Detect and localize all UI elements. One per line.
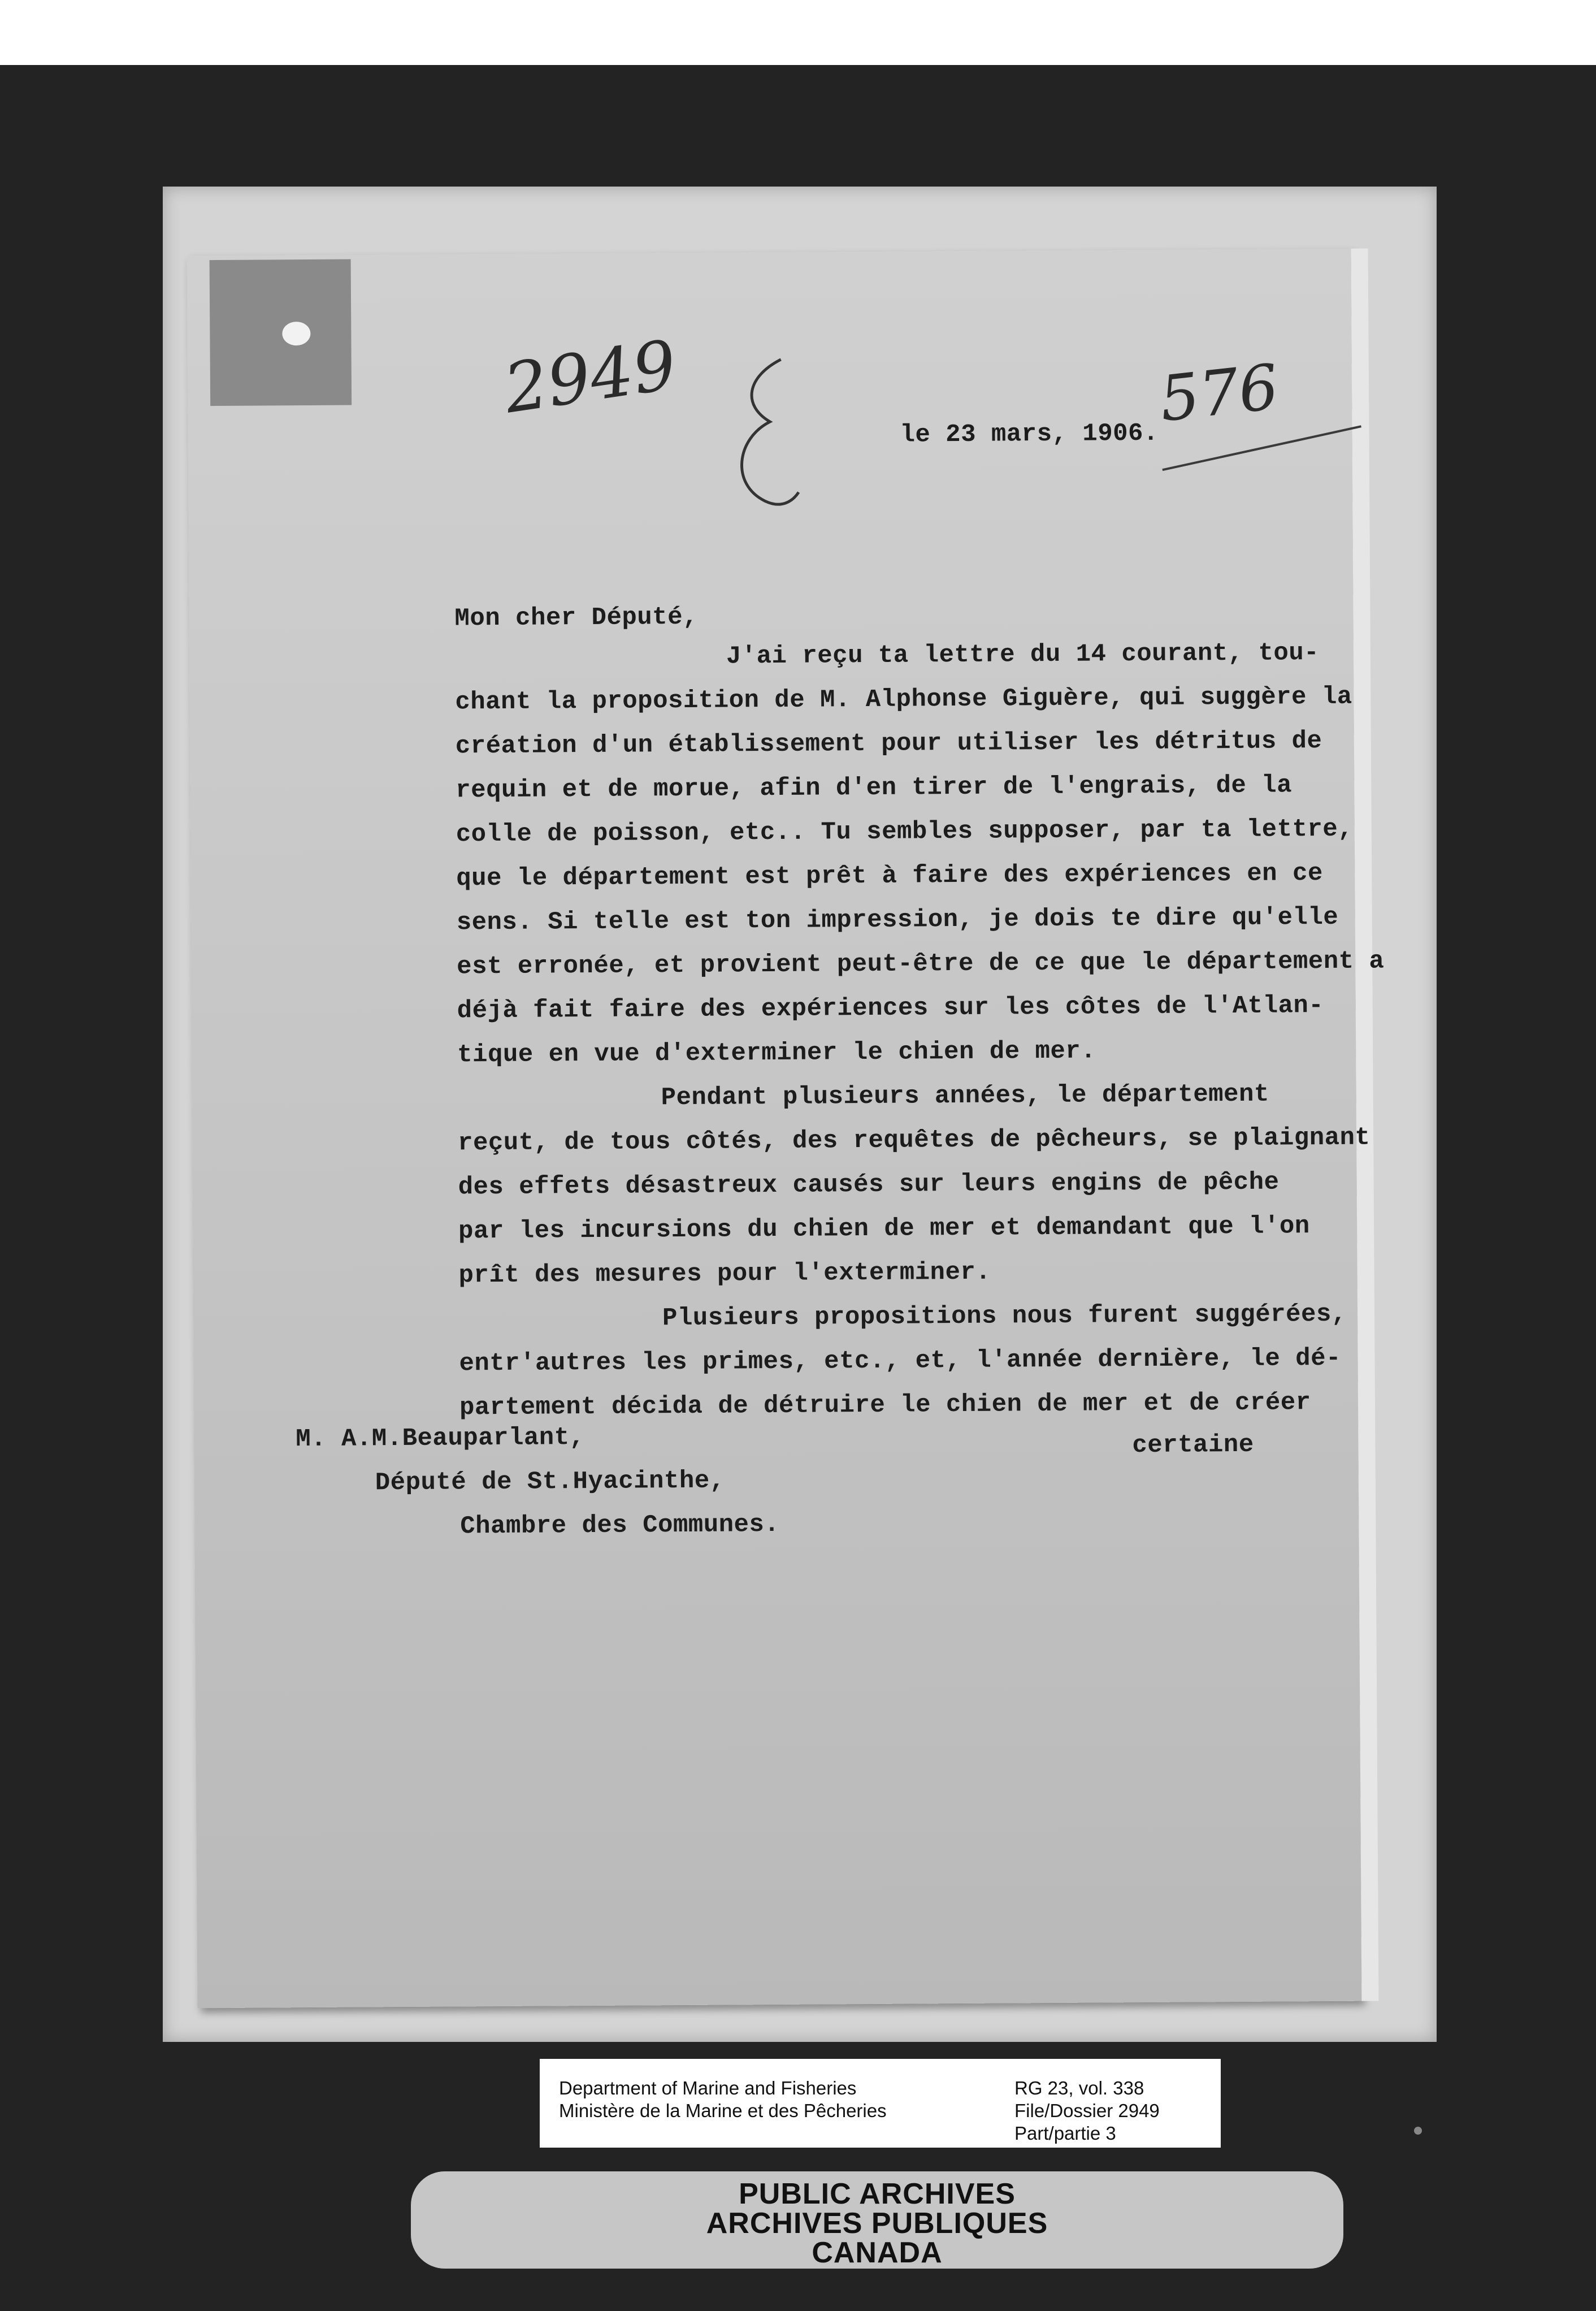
body-line: colle de poisson, etc.. Tu sembles supposer, par ta lettre,: [456, 815, 1354, 849]
body-line: entr'autres les primes, etc., et, l'année dernière, le dé-: [459, 1344, 1342, 1378]
body-line: est erronée, et provient peut-être de ce que le département a: [457, 947, 1385, 981]
file-dossier: File/Dossier 2949: [1014, 2100, 1160, 2121]
handwritten-mark: [725, 354, 805, 524]
body-line: que le département est prêt à faire des expériences en ce: [456, 859, 1323, 893]
body-line: création d'un établissement pour utiliser les détritus de: [455, 727, 1322, 761]
body-line: prît des mesures pour l'exterminer.: [458, 1258, 991, 1290]
body-line: des effets désastreux causés sur leurs engins de pêche: [458, 1168, 1280, 1202]
body-line: chant la proposition de M. Alphonse Giguère, qui suggère la: [455, 682, 1352, 717]
label-department: [559, 2077, 887, 2122]
letter-sheet: [187, 249, 1385, 2009]
salutation: Mon cher Député,: [454, 603, 699, 633]
body-line: tique en vue d'exterminer le chien de mer.: [457, 1037, 1096, 1070]
body-line: J'ai reçu ta lettre du 14 courant, tou-: [726, 639, 1320, 671]
record-group: RG 23, vol. 338: [1014, 2078, 1144, 2098]
body-line: partement décida de détruire le chien de mer et de créer: [459, 1388, 1311, 1422]
body-line: déjà fait faire des expériences sur les côtes de l'Atlan-: [457, 992, 1324, 1025]
body-line: Plusieurs propositions nous furent suggérées,: [662, 1300, 1347, 1333]
handwritten-file-number: 2949: [499, 326, 682, 429]
stamp-line: ARCHIVES PUBLIQUES: [706, 2207, 1048, 2240]
department-fr: Ministère de la Marine et des Pêcheries: [559, 2100, 887, 2121]
body-line: reçut, de tous côtés, des requêtes de pêcheurs, se plaignant: [457, 1123, 1371, 1158]
stamp-line: PUBLIC ARCHIVES: [739, 2178, 1016, 2210]
film-speck: [1414, 2127, 1422, 2135]
addressee-location: Chambre des Communes.: [460, 1510, 780, 1541]
catchword: certaine: [1132, 1430, 1254, 1460]
public-archives-stamp: [411, 2171, 1343, 2269]
body-line: sens. Si telle est ton impression, je dois te dire qu'elle: [456, 903, 1339, 937]
body-line: par les incursions du chien de mer et demandant que l'on: [458, 1212, 1310, 1246]
label-reference: [1014, 2077, 1160, 2145]
body-line: requin et de morue, afin d'en tirer de l'engrais, de la: [456, 771, 1293, 805]
handwritten-folio-number: 576: [1156, 350, 1282, 436]
part-partie: Part/partie 3: [1014, 2123, 1116, 2144]
punch-hole: [282, 322, 310, 345]
department-en: Department of Marine and Fisheries: [559, 2078, 857, 2098]
stamp-line: CANADA: [812, 2236, 943, 2269]
body-line: Pendant plusieurs années, le département: [661, 1080, 1269, 1113]
addressee-name: M. A.M.Beauparlant,: [296, 1423, 585, 1454]
archive-label: [540, 2059, 1221, 2148]
fastener-tab: [210, 259, 352, 406]
letter-date: le 23 mars, 1906.: [900, 419, 1159, 449]
addressee-title: Député de St.Hyacinthe,: [375, 1466, 725, 1498]
